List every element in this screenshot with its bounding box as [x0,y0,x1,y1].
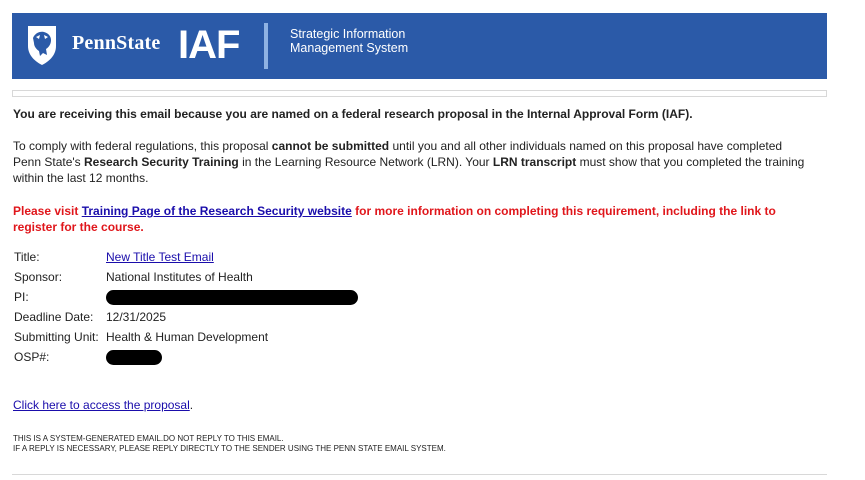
footer-line1: THIS IS A SYSTEM-GENERATED EMAIL.DO NOT REPLY TO THIS EMAIL. [13,434,284,443]
header-rule [12,90,827,97]
unit-value: Health & Human Development [106,330,269,344]
req-bold-2: Research Security Training [84,155,239,169]
notice-prefix: Please visit [13,204,82,218]
notice-suffix: for more information on completing this requirement, including the link to register for the course. [13,204,776,234]
intro-text: You are receiving this email because you are named on a federal research proposal in the Internal Approval Form (IAF). [13,107,693,121]
brand-name: PennState [72,32,161,54]
access-line [13,397,813,413]
bottom-rule [12,474,827,475]
system-name-line2: Management System [290,41,409,55]
detail-row-unit [14,327,358,347]
unit-label: Submitting Unit: [14,330,99,344]
req-text-2: until you and all other individuals named on this proposal have completed Penn State's [13,139,783,169]
access-suffix: . [189,398,194,412]
sponsor-value: National Institutes of Health [106,270,253,284]
training-notice [13,203,813,235]
osp-redaction [106,350,162,365]
osp-label: OSP#: [14,350,50,364]
app-acronym: IAF [178,23,240,67]
access-proposal-link[interactable]: Click here to access the proposal [13,398,190,412]
detail-row-title [14,247,358,267]
footer-notice [13,434,813,454]
header-banner [12,13,827,79]
requirement-paragraph [13,138,813,186]
deadline-value: 12/31/2025 [106,310,167,324]
req-bold-1: cannot be submitted [271,139,390,153]
req-text-3: in the Learning Resource Network (LRN). Your [238,155,493,169]
title-label: Title: [14,250,40,264]
req-bold-3: LRN transcript [492,155,577,169]
detail-row-sponsor [14,267,358,287]
system-name [290,27,408,55]
proposal-details [14,247,358,367]
proposal-title-link[interactable]: New Title Test Email [106,250,214,264]
detail-row-osp [14,347,358,367]
pi-label: PI: [14,290,29,304]
deadline-label: Deadline Date: [14,310,94,324]
header-divider [264,23,268,69]
footer-line2: IF A REPLY IS NECESSARY, PLEASE REPLY DIRECTLY TO THE SENDER USING THE PENN STATE EMAIL SYSTEM. [13,444,446,453]
req-text-4: must show that you completed the training within the last 12 months. [13,155,805,185]
training-page-link[interactable]: Training Page of the Research Security website [81,204,352,218]
req-text-1: To comply with federal regulations, this proposal [13,139,272,153]
email-body [13,106,813,454]
pi-redaction [106,290,358,305]
system-name-line1: Strategic Information [290,27,406,41]
detail-row-pi [14,287,358,307]
sponsor-label: Sponsor: [14,270,63,284]
penn-state-shield-icon [26,24,58,66]
detail-row-deadline [14,307,358,327]
